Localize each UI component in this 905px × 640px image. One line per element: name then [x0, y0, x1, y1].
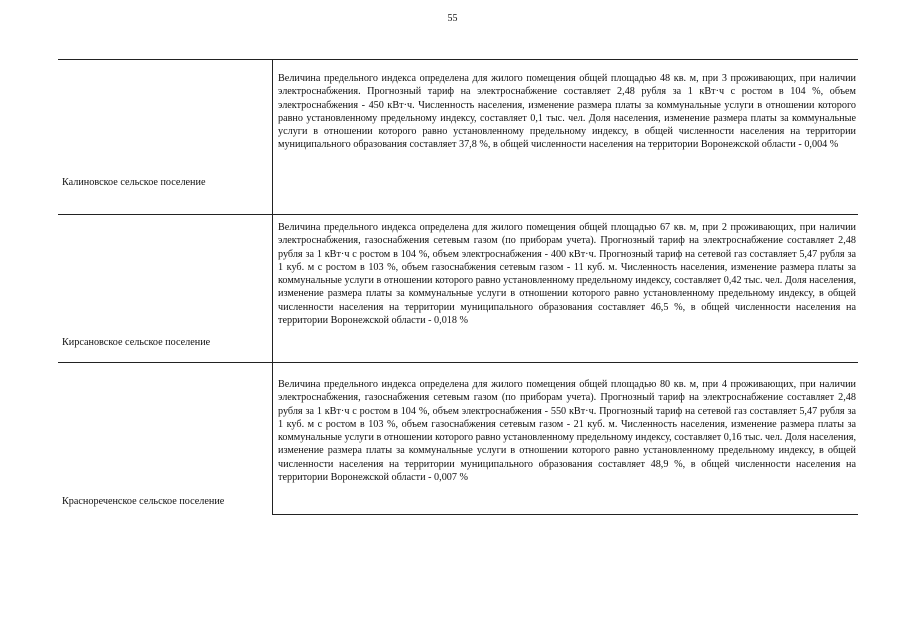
column-divider — [272, 59, 273, 514]
row-divider — [58, 214, 858, 215]
settlement-description: Величина предельного индекса определена для жилого помещения общей площадью 67 кв. м, при 2 проживающих, при наличии электроснабжения, газоснабжения сетевым газом (по приборам учета). Прогнозный тариф на электроснабжение составляет 2,48 рубля за 1 кВт·ч с ростом в 104 %, объем электроснабжения - 400 кВт·ч. Прогнозный тариф на сетевой газ составляет 5,47 рубля за 1 куб. м с ростом в 103 %, объем газоснабжения сетевым газом - 11 куб. м. Численность населения, изменение размера платы за коммунальные услуги в отношении которого равно установленному предельному индексу, составляет 0,42 тыс. чел. Доля населения, изменение размера платы за коммунальные услуги в отношении которого равно установленному предельному индексу, в общей численности населения на территории муниципального образования составляет 46,5 %, в общей численности населения на территории Воронежской области - 0,018 % — [278, 222, 856, 327]
row-divider — [58, 362, 858, 363]
settlement-name: Кирсановское сельское поселение — [62, 337, 211, 348]
table-bottom-rule — [272, 514, 858, 515]
settlement-name: Краснореченское сельское поселение — [62, 496, 225, 507]
settlement-description: Величина предельного индекса определена для жилого помещения общей площадью 80 кв. м, при 4 проживающих, при наличии электроснабжения, газоснабжения сетевым газом (по приборам учета). Прогнозный тариф на электроснабжение составляет 2,48 рубля за 1 кВт·ч с ростом в 104 %, объем электроснабжения - 550 кВт·ч. Прогнозный тариф на сетевой газ составляет 5,47 рубля за 1 куб. м с ростом в 103 %, объем газоснабжения сетевым газом - 21 куб. м. Численность населения, изменение размера платы за коммунальные услуги в отношении которого равно установленному предельному индексу, составляет 0,16 тыс. чел. Доля населения, изменение размера платы за коммунальные услуги в отношении которого равно установленному предельному индексу, в общей численности населения на территории муниципального образования составляет 48,9 %, в общей численности населения на территории Воронежской области - 0,007 % — [278, 379, 856, 484]
settlement-description: Величина предельного индекса определена для жилого помещения общей площадью 48 кв. м, при 3 проживающих, при наличии электроснабжения. Прогнозный тариф на электроснабжение составляет 2,48 рубля за 1 кВт·ч с ростом в 104 %, объем электроснабжения - 450 кВт·ч. Численность населения, изменение размера платы за коммунальные услуги в отношении которого равно установленному предельному индексу, составляет 0,1 тыс. чел. Доля населения, изменение размера платы за коммунальные услуги в отношении которого равно установленному предельному индексу, в общей численности населения на территории муниципального образования составляет 37,8 %, в общей численности населения на территории Воронежской области - 0,004 % — [278, 73, 856, 151]
page-number: 55 — [447, 13, 458, 24]
settlement-name: Калиновское сельское поселение — [62, 177, 206, 188]
table-top-rule — [58, 59, 858, 60]
